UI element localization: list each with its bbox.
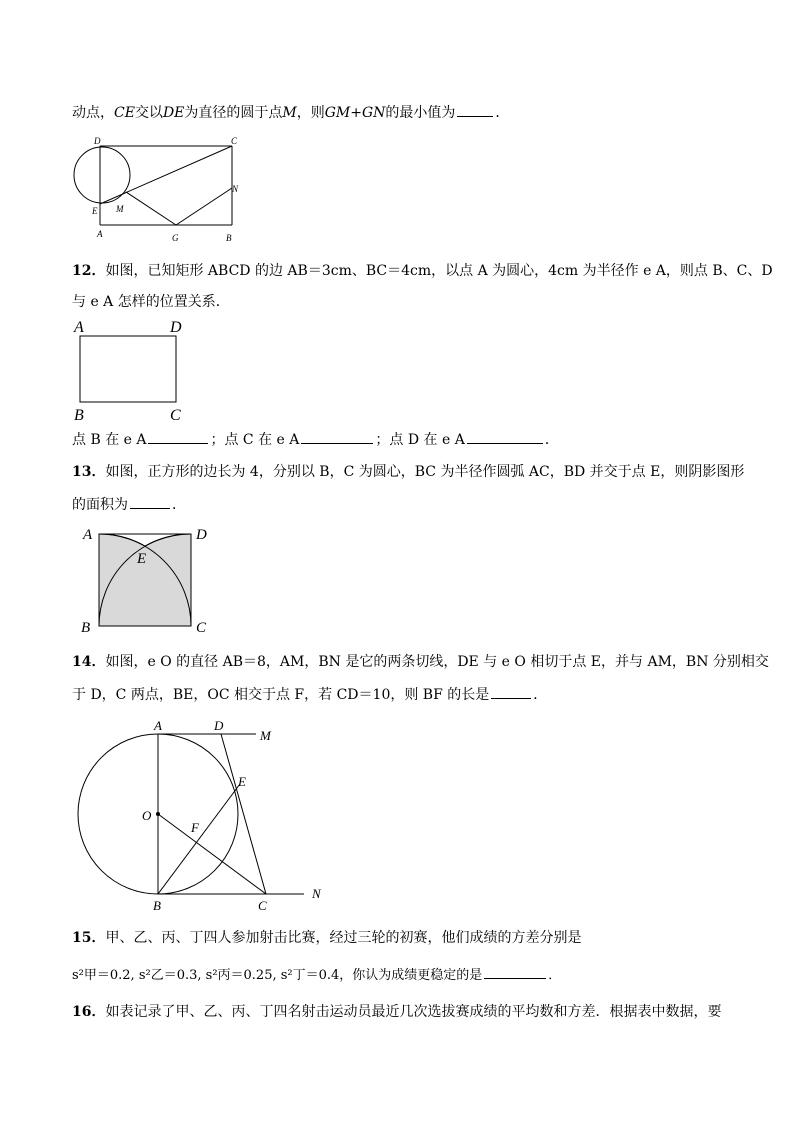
- label-n: N: [312, 886, 321, 901]
- answer-blank-d[interactable]: [467, 429, 543, 444]
- q14-line1: 14．如图，e O 的直径 AB＝8，AM，BN 是它的两条切线，DE 与 e O 相切于点 E，并与 AM，BN 分别相交: [72, 654, 769, 670]
- q13-line2: 的面积为 ．: [72, 494, 186, 515]
- q14-figure: [76, 716, 336, 916]
- q13-line1: 13．如图，正方形的边长为 4，分别以 B，C 为圆心，BC 为半径作圆弧 AC，BD 并交于点 E，则阴影图形: [72, 464, 745, 480]
- answer-blank[interactable]: [130, 494, 170, 509]
- q12-figure: [70, 316, 200, 426]
- label-m: M: [116, 204, 124, 214]
- label-d: D: [170, 319, 182, 336]
- label-e: E: [137, 551, 147, 567]
- label-b: B: [153, 898, 161, 913]
- question-number: 14．: [72, 654, 106, 670]
- q12-line1: 12．如图，已知矩形 ABCD 的边 AB＝3cm、BC＝4cm，以点 A 为圆心，4cm 为半径作 e A，则点 B、C、D: [72, 263, 773, 279]
- label-f: F: [191, 820, 199, 835]
- question-number: 16．: [72, 1004, 106, 1020]
- q15-line2: s²甲＝0.2, s²乙＝0.3, s²丙＝0.25, s²丁＝0.4，你认为成绩更稳定的是 ．: [72, 964, 561, 986]
- answer-blank[interactable]: [484, 964, 546, 979]
- label-d: D: [94, 136, 101, 146]
- q15-line1: 15．甲、乙、丙、丁四人参加射击比赛，经过三轮的初赛，他们成绩的方差分别是: [72, 930, 582, 946]
- answer-blank[interactable]: [491, 684, 531, 699]
- answer-blank[interactable]: [457, 102, 493, 117]
- label-c: C: [258, 898, 267, 913]
- q14-line2: 于 D，C 两点，BE，OC 相交于点 F，若 CD＝10，则 BF 的长是 ．: [72, 684, 547, 705]
- label-c: C: [231, 136, 238, 146]
- label-d: D: [214, 718, 224, 733]
- q12-line2: 与 e A 怎样的位置关系．: [72, 294, 230, 310]
- q11-text: 动点，CE交以DE为直径的圆于点M，则GM+GN的最小值为 ．: [72, 102, 509, 123]
- label-n: N: [232, 184, 239, 194]
- label-o: O: [142, 808, 152, 823]
- label-b: B: [81, 620, 91, 636]
- label-a: A: [154, 718, 162, 733]
- label-b: B: [226, 233, 232, 243]
- label-m: M: [260, 728, 271, 743]
- q13-figure: [74, 522, 224, 638]
- label-c: C: [196, 620, 207, 636]
- label-a: A: [74, 319, 84, 336]
- answer-blank-c[interactable]: [301, 429, 373, 444]
- label-e: E: [92, 206, 98, 216]
- q12-answers: 点 B 在 e A ；点 C 在 e A ；点 D 在 e A ．: [72, 429, 559, 450]
- label-b: B: [74, 407, 84, 424]
- answer-blank-b[interactable]: [148, 429, 208, 444]
- label-e: E: [238, 774, 246, 789]
- label-c: C: [170, 407, 181, 424]
- q16-line1: 16．如表记录了甲、乙、丙、丁四名射击运动员最近几次选拔赛成绩的平均数和方差．根据表中数据，要: [72, 1004, 722, 1020]
- question-number: 13．: [72, 464, 106, 480]
- label-a: A: [83, 527, 93, 543]
- q11-figure: [66, 132, 246, 248]
- question-number: 12．: [72, 263, 106, 279]
- question-number: 15．: [72, 930, 106, 946]
- label-a: A: [97, 229, 103, 239]
- label-g: G: [172, 233, 179, 243]
- label-d: D: [196, 527, 207, 543]
